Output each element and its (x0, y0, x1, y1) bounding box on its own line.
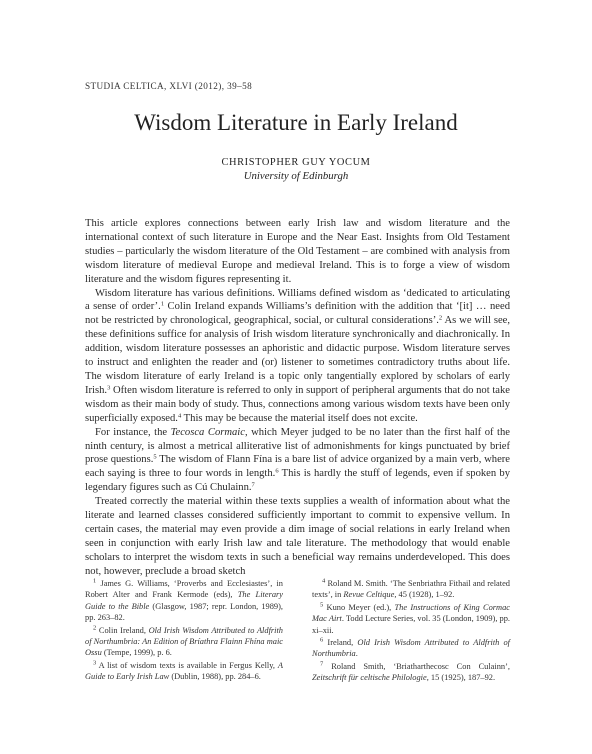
paragraph-text: Wisdom literature has various definitions. Williams defined wisdom as ‘dedicated to articulating a sense of order’. (85, 287, 510, 313)
footnote-title: Old Irish Wisdom Attributed to Aldfrith of Northumbria: An Edition of Bríathra Flainn Fhína maic Ossu (85, 625, 283, 658)
footnote-number: 1 (93, 577, 97, 585)
footnotes-left-column (85, 578, 283, 685)
footnote (85, 578, 283, 624)
footnote-title: The Literary Guide to the Bible (85, 590, 284, 611)
footnote (85, 660, 283, 683)
footnote-text: Roland M. Smith. ‘The Senbriathra Fithail and related texts’, in (312, 579, 510, 600)
footnote (85, 625, 283, 659)
footnote-text: , 45 (1928), 1–92. (394, 590, 455, 600)
footnote-text: . (355, 649, 358, 659)
author-name: CHRISTOPHER GUY YOCUM (221, 157, 371, 168)
article-title: Wisdom Literature in Early Ireland (134, 110, 458, 135)
running-head: STUDIA CELTICA, XLVI (2012), 39–58 (85, 81, 253, 91)
author-affiliation: University of Edinburgh (243, 170, 349, 182)
footnote-text: A list of wisdom texts is available in Fergus Kelly, (96, 660, 278, 670)
footnote-ref[interactable]: 7 (251, 481, 255, 489)
paragraph-definitions (85, 287, 510, 426)
paragraph-text: Often wisdom literature is referred to only in support of peripheral arguments that do not take wisdom as their main body of study. Thus, connections among various wisdom texts have been only superficially exposed. (85, 384, 510, 424)
work-title: Tecosca Cormaic (170, 426, 245, 438)
paragraph-intro (85, 217, 510, 287)
paragraph-text: Treated correctly the material within these texts supplies a wealth of information about what the literate and learned classes considered sufficiently important to commit to expensive vellum. In certain cases, the material may even provide a dim image of social relations in early Ireland when seen in conjunction with early Irish law and tale literature. The methodology that would enable scholars to interpret the wisdom texts in such a beneficial way remains underdeveloped. This does not, however, preclude a broad sketch (85, 496, 510, 577)
paragraph-text: Colin Ireland expands Williams’s definition with the addition that ‘[it] … need not be restricted by chronological, geographical, social, or cultural considerations’. (85, 301, 510, 327)
footnote-text: (Dublin, 1988), pp. 284–6. (169, 672, 261, 682)
paragraph-text: As we will see, these definitions suffice for analysis of Irish wisdom literature synchronically and diachronically. In addition, wisdom literature possesses an aphoristic and didactic purpose. Wisdom literature serves to instruct and enlighten the reader and (or) listener to sometimes contradictory truths about life. The wisdom literature of early Ireland is a topic only tangentially explored by scholars of early Irish. (85, 315, 510, 396)
footnote-ref[interactable]: 5 (153, 453, 157, 461)
footnote-text: Colin Ireland, (96, 625, 149, 635)
footnote-title: Zeitschrift für celtische Philologie (312, 673, 427, 683)
footnotes-right-column (312, 578, 510, 685)
paragraph-text: This article explores connections between early Irish law and wisdom literature and the international context of such literature in Europe and the Near East. Insights from Old Testament studies – particularly the wisdom literature of the Old Testament – are combined with analysis from wisdom literature of medieval Europe and medieval Ireland. This is to forge a view of wisdom literature and the wisdom figures representing it. (85, 218, 510, 285)
footnote-ref[interactable]: 1 (160, 300, 165, 308)
footnotes (85, 578, 510, 685)
footnote-number: 3 (93, 659, 97, 667)
footnote-text: (Glasgow, 1987; repr. London, 1989), pp. 263–82. (85, 601, 283, 623)
paragraph-text: , which Meyer judged to be no later than the first half of the ninth century, is almost a metrical alliterative list of admonishments for kings punctuated by brief prose questions. (85, 426, 510, 466)
footnote-title: The Instructions of King Cormac Mac Airt (312, 602, 510, 624)
footnote-title: A Guide to Early Irish Law (85, 660, 283, 682)
footnote (312, 637, 510, 660)
footnote-title: Old Irish Wisdom Attributed to Aldfrith of Northumbria (312, 638, 511, 659)
footnote-ref[interactable]: 6 (275, 467, 279, 475)
footnote-text: Ireland, (323, 638, 358, 648)
footnote-ref[interactable]: 2 (438, 314, 443, 322)
paragraph-text: This is hardly the stuff of legends, even if spoken by legendary figures such as Cú Chulainn. (85, 468, 511, 494)
footnote-number: 2 (93, 624, 97, 632)
footnote-title: Revue Celtique (343, 590, 395, 600)
footnote-number: 7 (320, 660, 324, 668)
footnote-text: , 15 (1925), 187–92. (426, 673, 496, 683)
footnote-ref[interactable]: 4 (177, 412, 182, 420)
footnote-text: Kuno Meyer (ed.), (323, 602, 395, 612)
paragraph-text: For instance, the (95, 426, 171, 438)
paragraph-text: The wisdom of Flann Fína is a bare list of advice organized by a main verb, where each saying is three to four words in length. (85, 454, 511, 480)
footnote-number: 4 (322, 577, 326, 585)
footnote-number: 6 (320, 636, 324, 644)
footnote (312, 578, 510, 601)
footnote (312, 661, 510, 684)
footnote-text: James G. Williams, ‘Proverbs and Ecclesiastes’, in Robert Alter and Frank Kermode (eds), (85, 579, 283, 600)
footnote-ref[interactable]: 3 (107, 384, 111, 392)
paragraph-text: This may be because the material itself does not excite. (181, 412, 418, 424)
footnote-text: . Todd Lecture Series, vol. 35 (London, 1909), pp. xi–xii. (312, 614, 510, 635)
footnote (312, 602, 510, 636)
article-body (85, 217, 510, 579)
footnote-text: Roland Smith, ‘Briatharthecosc Con Culainn’, (323, 661, 510, 671)
footnote-text: (Tempe, 1999), p. 6. (101, 648, 172, 658)
footnote-number: 5 (320, 601, 324, 609)
paragraph-methodology (85, 495, 510, 578)
paragraph-examples (85, 426, 510, 496)
